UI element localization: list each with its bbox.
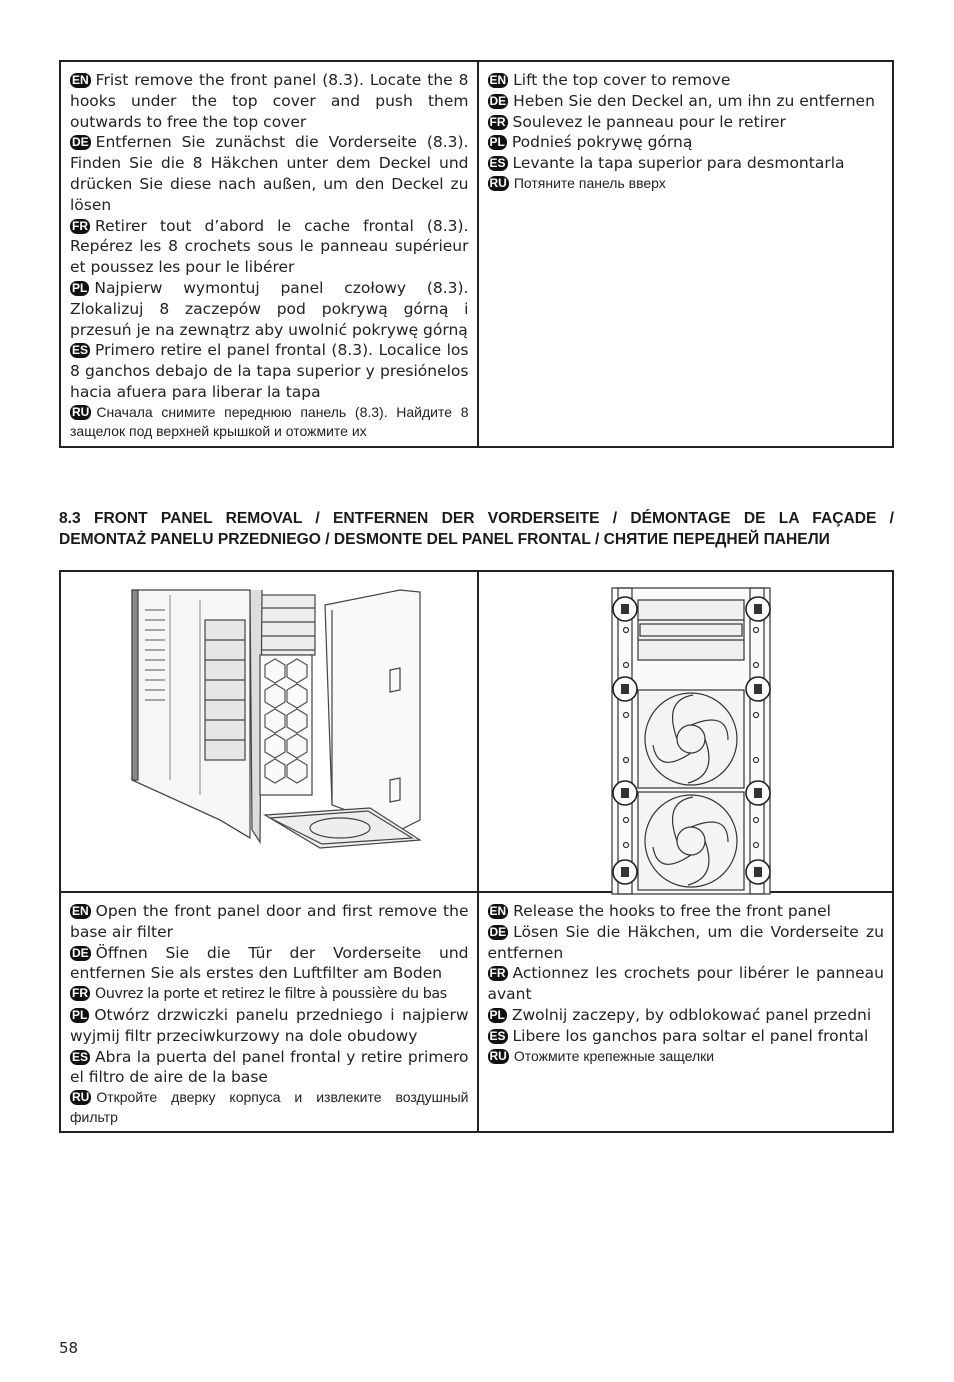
instruction-es: ES Libere los ganchos para soltar el panel frontal: [489, 1026, 869, 1045]
lang-badge-de: DE: [489, 924, 507, 939]
lang-badge-en: EN: [72, 73, 89, 87]
lang-badge-es: ES: [72, 1049, 89, 1064]
front-panel-hook-diagram: [488, 580, 903, 899]
instruction-en: EN Frist remove the front panel (8.3). Locate the 8 hooks under the top cover and push them outwards to free the top cover: [70, 71, 469, 131]
instruction-ru: RU Потяните панель вверх: [489, 174, 666, 191]
table-row: [61, 891, 892, 1131]
top-instruction-table: [59, 60, 894, 448]
lang-badge-fr: FR: [72, 218, 88, 233]
instruction-pl: PL Podnieś pokrywę górną: [489, 133, 693, 152]
lang-badge-pl: PL: [72, 1007, 88, 1022]
instruction-en: EN Lift the top cover to remove: [489, 71, 731, 89]
instruction-es: ES Abra la puerta del panel frontal y retire primero el filtro de aire de la base: [70, 1047, 469, 1087]
lang-badge-es: ES: [489, 1028, 506, 1043]
instruction-ru: RU Откройте дверку корпуса и извлеките воздушный фильтр: [70, 1089, 469, 1125]
lang-badge-fr: FR: [489, 966, 506, 981]
lang-badge-pl: PL: [489, 135, 505, 150]
lang-badge-es: ES: [489, 156, 506, 171]
case-door-illustration: [61, 572, 477, 891]
lang-badge-ru: RU: [489, 175, 507, 190]
lang-badge-en: EN: [489, 73, 507, 87]
instruction-pl: PL Najpierw wymontuj panel czołowy (8.3). Zlokalizuj 8 zaczepów pod pokrywą górną i przesuń je na zewnątrz aby uwolnić pokrywę górną: [70, 278, 469, 339]
instruction-fr: FR Ouvrez la porte et retirez le filtre à poussière du bas: [72, 986, 447, 1003]
bottom-instruction-table: [59, 570, 894, 1133]
lang-badge-fr: FR: [489, 114, 506, 129]
page-number: 58: [59, 1339, 79, 1357]
lang-badge-pl: PL: [72, 280, 88, 295]
lang-badge-ru: RU: [489, 1048, 507, 1063]
instruction-ru: RU Сначала снимите переднюю панель (8.3). Найдите 8 защелок под верхней крышкой и отожмите их: [70, 403, 469, 440]
instruction-es: ES Levante la tapa superior para desmontarla: [489, 154, 845, 173]
lang-badge-ru: RU: [72, 1090, 90, 1105]
top-right-cell: [477, 62, 893, 446]
lang-badge-fr: FR: [72, 986, 88, 1001]
instruction-de: DE Lösen Sie die Häkchen, um die Vorderseite zu entfernen: [487, 922, 884, 962]
section-heading: [59, 508, 894, 550]
lang-badge-pl: PL: [489, 1007, 505, 1022]
lang-badge-de: DE: [72, 135, 89, 150]
instruction-pl: PL Otwórz drzwiczki panelu przedniego i najpierw wyjmij filtr przeciwkurzowy na dole obudowy: [70, 1005, 469, 1045]
front-panel-hooks-illustration: [477, 572, 893, 891]
table-row: [61, 62, 892, 446]
lang-badge-es: ES: [72, 343, 89, 358]
instruction-pl: PL Zwolnij zaczepy, by odblokować panel przedni: [489, 1005, 872, 1024]
illustration-row: [61, 572, 892, 891]
instruction-es: ES Primero retire el panel frontal (8.3). Localice los 8 ganchos debajo de la tapa superior y presiónelos hacia afuera para liberar la tapa: [70, 341, 469, 401]
lang-badge-en: EN: [489, 904, 507, 918]
instruction-fr: FR Retirer tout d’abord le cache frontal (8.3). Repérez les 8 crochets sous le panneau supérieur et poussez les pour le libérer: [70, 216, 469, 277]
instruction-ru: RU Отожмите крепежные защелки: [489, 1047, 715, 1064]
section-heading-line1: 8.3 FRONT PANEL REMOVAL / ENTFERNEN DER VORDERSEITE / DÉMONTAGE DE LA FAÇADE /: [59, 510, 894, 527]
instruction-fr: FR Soulevez le panneau pour le retirer: [489, 112, 786, 131]
lang-badge-de: DE: [489, 93, 507, 108]
instruction-en: EN Open the front panel door and first remove the base air filter: [70, 902, 469, 941]
instruction-de: DE Öffnen Sie die Tür der Vorderseite und entfernen Sie als erstes den Luftfilter am Boden: [70, 943, 469, 983]
bottom-right-cell: [477, 893, 893, 1131]
bottom-left-cell: [61, 893, 477, 1131]
instruction-fr: FR Actionnez les crochets pour libérer le panneau avant: [487, 964, 884, 1004]
instruction-de: DE Entfernen Sie zunächst die Vorderseite (8.3). Finden Sie die 8 Häkchen unter dem Deckel und drücken Sie diese nach außen, um den Deckel zu lösen: [70, 133, 469, 214]
pc-case-open-door-drawing: [70, 580, 485, 899]
top-left-cell: [61, 62, 477, 446]
section-heading-line2: DEMONTAŻ PANELU PRZEDNIEGO / DESMONTE DEL PANEL FRONTAL / СНЯТИЕ ПЕРЕДНЕЙ ПАНЕЛИ: [59, 531, 830, 548]
instruction-en: EN Release the hooks to free the front panel: [489, 902, 831, 920]
instruction-de: DE Heben Sie den Deckel an, um ihn zu entfernen: [489, 91, 875, 110]
lang-badge-en: EN: [72, 904, 89, 918]
lang-badge-ru: RU: [72, 404, 90, 419]
lang-badge-de: DE: [72, 945, 89, 960]
